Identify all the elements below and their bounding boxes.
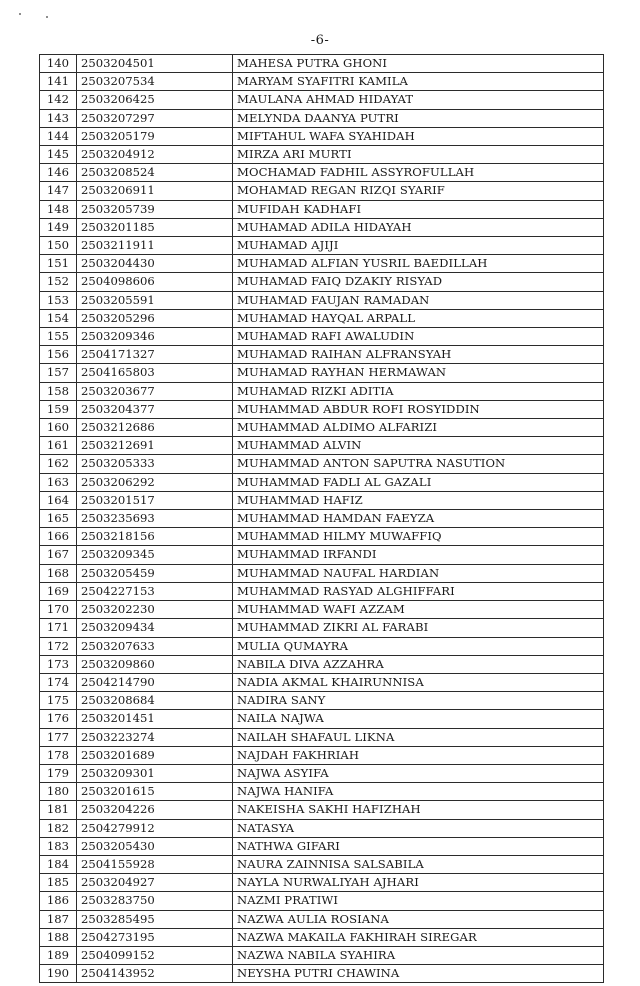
table-row [40,255,604,273]
student-name-cell: NAZWA AULIA ROSIANA [233,910,604,928]
table-row [40,419,604,437]
student-id-cell: 2503218156 [77,528,233,546]
student-id-cell: 2503211911 [77,237,233,255]
student-id-cell: 2503202230 [77,601,233,619]
student-id-cell: 2503205296 [77,309,233,327]
table-row [40,164,604,182]
student-name-cell: NAJWA HANIFA [233,783,604,801]
table-row [40,55,604,73]
row-number-cell: 170 [40,601,77,619]
student-id-cell: 2503212686 [77,419,233,437]
table-row [40,127,604,145]
student-name-cell: MUHAMMAD NAUFAL HARDIAN [233,564,604,582]
student-id-cell: 2504171327 [77,346,233,364]
row-number-cell: 174 [40,673,77,691]
student-id-cell: 2503204430 [77,255,233,273]
row-number-cell: 141 [40,73,77,91]
table-row [40,73,604,91]
table-row [40,637,604,655]
table-row [40,946,604,964]
student-id-cell: 2504143952 [77,965,233,983]
student-name-cell: NATASYA [233,819,604,837]
student-id-cell: 2504214790 [77,673,233,691]
student-id-cell: 2503223274 [77,728,233,746]
student-id-cell: 2503204912 [77,146,233,164]
student-name-cell: NAYLA NURWALIYAH AJHARI [233,874,604,892]
row-number-cell: 156 [40,346,77,364]
student-id-cell: 2503205591 [77,291,233,309]
row-number-cell: 145 [40,146,77,164]
student-id-cell: 2503201517 [77,491,233,509]
student-name-cell: NAILA NAJWA [233,710,604,728]
table-row [40,619,604,637]
student-name-cell: MUHAMMAD ALVIN [233,437,604,455]
row-number-cell: 167 [40,546,77,564]
student-name-cell: MUHAMMAD ZIKRI AL FARABI [233,619,604,637]
student-name-cell: MUHAMAD HAYQAL ARPALL [233,309,604,327]
student-name-cell: MUHAMMAD HILMY MUWAFFIQ [233,528,604,546]
student-name-cell: MUHAMMAD IRFANDI [233,546,604,564]
row-number-cell: 150 [40,237,77,255]
table-row [40,819,604,837]
table-row [40,655,604,673]
table-row [40,874,604,892]
student-id-cell: 2503206292 [77,473,233,491]
student-id-cell: 2503209346 [77,328,233,346]
row-number-cell: 165 [40,510,77,528]
student-roster-table [39,54,604,983]
student-name-cell: MAHESA PUTRA GHONI [233,55,604,73]
table-row [40,692,604,710]
student-name-cell: NAILAH SHAFAUL LIKNA [233,728,604,746]
student-id-cell: 2503285495 [77,910,233,928]
student-name-cell: NADIRA SANY [233,692,604,710]
student-id-cell: 2503235693 [77,510,233,528]
student-name-cell: NAZWA NABILA SYAHIRA [233,946,604,964]
table-row [40,182,604,200]
table-row [40,965,604,983]
row-number-cell: 169 [40,582,77,600]
student-id-cell: 2503204226 [77,801,233,819]
table-row [40,601,604,619]
row-number-cell: 175 [40,692,77,710]
page-number: -6- [310,33,330,48]
student-id-cell: 2503204501 [77,55,233,73]
student-name-cell: MOHAMAD REGAN RIZQI SYARIF [233,182,604,200]
student-id-cell: 2503209301 [77,764,233,782]
student-id-cell: 2503208524 [77,164,233,182]
student-id-cell: 2504155928 [77,855,233,873]
table-row [40,928,604,946]
row-number-cell: 158 [40,382,77,400]
row-number-cell: 155 [40,328,77,346]
student-name-cell: MUHAMAD RAIHAN ALFRANSYAH [233,346,604,364]
student-id-cell: 2503201451 [77,710,233,728]
table-row [40,783,604,801]
row-number-cell: 159 [40,400,77,418]
student-id-cell: 2503205459 [77,564,233,582]
student-name-cell: MUHAMAD RAFI AWALUDIN [233,328,604,346]
student-name-cell: MOCHAMAD FADHIL ASSYROFULLAH [233,164,604,182]
student-name-cell: MUHAMMAD ABDUR ROFI ROSYIDDIN [233,400,604,418]
table-row [40,382,604,400]
table-row [40,146,604,164]
table-row [40,364,604,382]
student-name-cell: MULIA QUMAYRA [233,637,604,655]
row-number-cell: 168 [40,564,77,582]
student-id-cell: 2504165803 [77,364,233,382]
scan-speck [19,13,21,15]
table-row [40,910,604,928]
scan-speck [46,16,48,18]
row-number-cell: 154 [40,309,77,327]
row-number-cell: 189 [40,946,77,964]
student-id-cell: 2503207297 [77,109,233,127]
row-number-cell: 187 [40,910,77,928]
student-name-cell: MUHAMAD RIZKI ADITIA [233,382,604,400]
student-id-cell: 2503205739 [77,200,233,218]
row-number-cell: 142 [40,91,77,109]
table-row [40,109,604,127]
table-row [40,400,604,418]
student-id-cell: 2503204377 [77,400,233,418]
table-row [40,673,604,691]
student-id-cell: 2504273195 [77,928,233,946]
table-row [40,564,604,582]
row-number-cell: 186 [40,892,77,910]
row-number-cell: 184 [40,855,77,873]
row-number-cell: 148 [40,200,77,218]
row-number-cell: 180 [40,783,77,801]
row-number-cell: 152 [40,273,77,291]
student-id-cell: 2503207633 [77,637,233,655]
student-id-cell: 2503209860 [77,655,233,673]
student-name-cell: MUHAMAD FAIQ DZAKIY RISYAD [233,273,604,291]
row-number-cell: 157 [40,364,77,382]
student-id-cell: 2503212691 [77,437,233,455]
row-number-cell: 140 [40,55,77,73]
roster-body [40,55,604,983]
table-row [40,437,604,455]
table-row [40,200,604,218]
student-name-cell: MUHAMAD RAYHAN HERMAWAN [233,364,604,382]
student-name-cell: MIFTAHUL WAFA SYAHIDAH [233,127,604,145]
student-id-cell: 2503283750 [77,892,233,910]
student-name-cell: MARYAM SYAFITRI KAMILA [233,73,604,91]
table-row [40,801,604,819]
student-id-cell: 2503201615 [77,783,233,801]
table-row [40,855,604,873]
row-number-cell: 182 [40,819,77,837]
table-row [40,746,604,764]
row-number-cell: 171 [40,619,77,637]
student-name-cell: MELYNDA DAANYA PUTRI [233,109,604,127]
table-row [40,528,604,546]
row-number-cell: 190 [40,965,77,983]
student-name-cell: NAJWA ASYIFA [233,764,604,782]
student-id-cell: 2504098606 [77,273,233,291]
student-id-cell: 2503203677 [77,382,233,400]
row-number-cell: 164 [40,491,77,509]
table-row [40,764,604,782]
table-row [40,728,604,746]
row-number-cell: 185 [40,874,77,892]
row-number-cell: 179 [40,764,77,782]
row-number-cell: 153 [40,291,77,309]
row-number-cell: 149 [40,218,77,236]
table-row [40,582,604,600]
student-id-cell: 2504227153 [77,582,233,600]
student-name-cell: MUHAMMAD ALDIMO ALFARIZI [233,419,604,437]
student-id-cell: 2503208684 [77,692,233,710]
row-number-cell: 143 [40,109,77,127]
student-name-cell: NAJDAH FAKHRIAH [233,746,604,764]
student-name-cell: MUHAMAD ADILA HIDAYAH [233,218,604,236]
row-number-cell: 183 [40,837,77,855]
student-id-cell: 2503206425 [77,91,233,109]
row-number-cell: 161 [40,437,77,455]
student-name-cell: NEYSHA PUTRI CHAWINA [233,965,604,983]
student-id-cell: 2503201689 [77,746,233,764]
row-number-cell: 172 [40,637,77,655]
student-name-cell: MUHAMAD AJIJI [233,237,604,255]
student-name-cell: NAZMI PRATIWI [233,892,604,910]
student-id-cell: 2503206911 [77,182,233,200]
student-id-cell: 2503201185 [77,218,233,236]
table-row [40,291,604,309]
student-name-cell: NAKEISHA SAKHI HAFIZHAH [233,801,604,819]
table-row [40,710,604,728]
row-number-cell: 181 [40,801,77,819]
table-row [40,491,604,509]
table-row [40,892,604,910]
student-name-cell: MUFIDAH KADHAFI [233,200,604,218]
student-name-cell: MUHAMMAD FADLI AL GAZALI [233,473,604,491]
row-number-cell: 178 [40,746,77,764]
table-row [40,328,604,346]
table-row [40,510,604,528]
row-number-cell: 177 [40,728,77,746]
row-number-cell: 176 [40,710,77,728]
student-name-cell: NABILA DIVA AZZAHRA [233,655,604,673]
student-id-cell: 2503205179 [77,127,233,145]
student-name-cell: MIRZA ARI MURTI [233,146,604,164]
student-name-cell: MUHAMMAD ANTON SAPUTRA NASUTION [233,455,604,473]
student-id-cell: 2504099152 [77,946,233,964]
student-name-cell: MUHAMAD FAUJAN RAMADAN [233,291,604,309]
student-id-cell: 2503205430 [77,837,233,855]
row-number-cell: 160 [40,419,77,437]
table-row [40,309,604,327]
table-row [40,473,604,491]
student-id-cell: 2503205333 [77,455,233,473]
table-row [40,455,604,473]
row-number-cell: 147 [40,182,77,200]
row-number-cell: 144 [40,127,77,145]
row-number-cell: 162 [40,455,77,473]
row-number-cell: 188 [40,928,77,946]
table-row [40,346,604,364]
table-row [40,218,604,236]
student-name-cell: NAURA ZAINNISA SALSABILA [233,855,604,873]
row-number-cell: 166 [40,528,77,546]
student-name-cell: MUHAMAD ALFIAN YUSRIL BAEDILLAH [233,255,604,273]
table-row [40,273,604,291]
table-row [40,91,604,109]
row-number-cell: 163 [40,473,77,491]
row-number-cell: 146 [40,164,77,182]
student-id-cell: 2503207534 [77,73,233,91]
table-row [40,237,604,255]
student-name-cell: NATHWA GIFARI [233,837,604,855]
student-id-cell: 2503204927 [77,874,233,892]
row-number-cell: 173 [40,655,77,673]
student-name-cell: MUHAMMAD HAFIZ [233,491,604,509]
student-name-cell: MUHAMMAD RASYAD ALGHIFFARI [233,582,604,600]
row-number-cell: 151 [40,255,77,273]
student-name-cell: MAULANA AHMAD HIDAYAT [233,91,604,109]
student-name-cell: NADIA AKMAL KHAIRUNNISA [233,673,604,691]
student-id-cell: 2504279912 [77,819,233,837]
student-name-cell: NAZWA MAKAILA FAKHIRAH SIREGAR [233,928,604,946]
student-name-cell: MUHAMMAD HAMDAN FAEYZA [233,510,604,528]
student-id-cell: 2503209434 [77,619,233,637]
table-row [40,546,604,564]
student-name-cell: MUHAMMAD WAFI AZZAM [233,601,604,619]
student-id-cell: 2503209345 [77,546,233,564]
table-row [40,837,604,855]
